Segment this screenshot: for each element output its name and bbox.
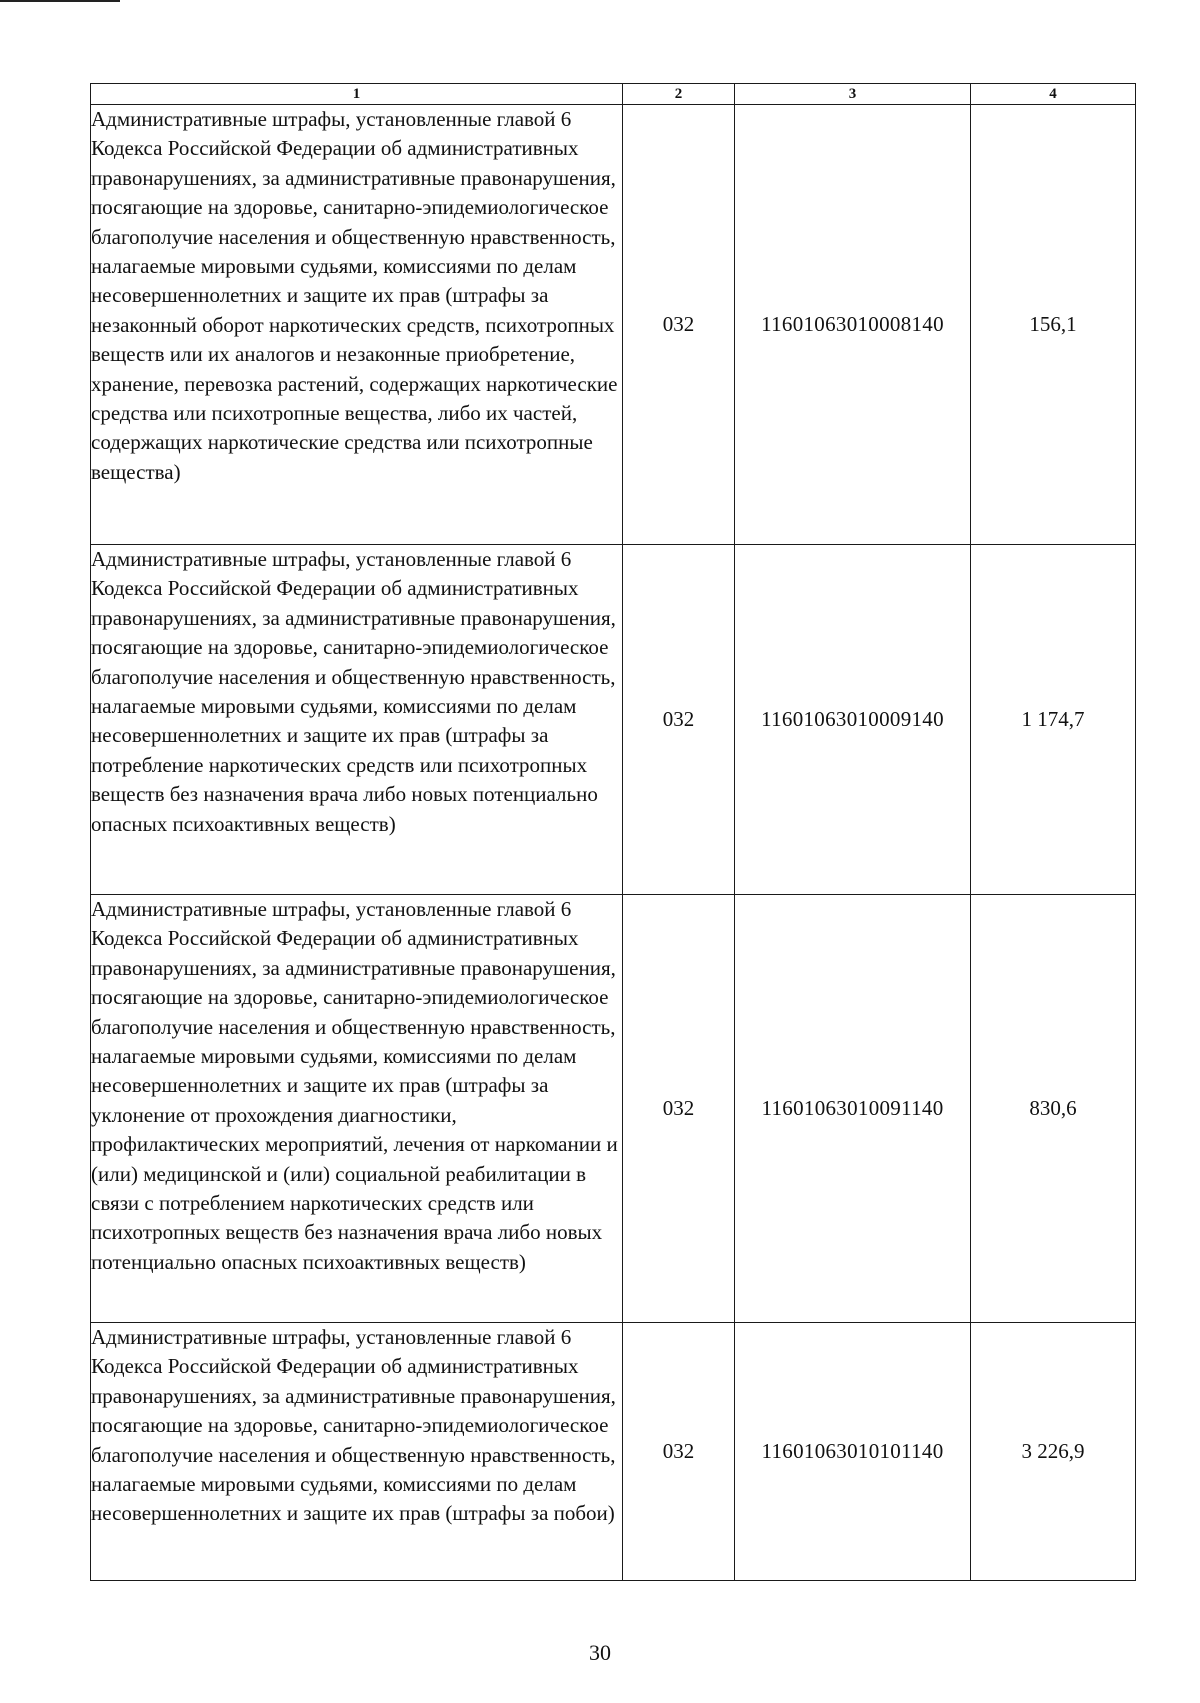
header-col-1: 1 (91, 84, 623, 105)
row-amount: 1 174,7 (971, 545, 1136, 895)
row-kbk-code: 11601063010009140 (735, 545, 971, 895)
row-description: Административные штрафы, установленные главой 6 Кодекса Российской Федерации об административных правонарушениях, за административные правонарушения, посягающие на здоровье, санитарно-эпидемиологическое благополучие населения и общественную нравственность, налагаемые мировыми судьями, комиссиями по делам несовершеннолетних и защите их прав (штрафы за незаконный оборот наркотических средств, психотропных веществ или их аналогов и незаконные приобретение, хранение, перевозка растений, содержащих наркотические средства или психотропные вещества, либо их частей, содержащих наркотические средства или психотропные вещества) (91, 105, 623, 545)
row-admin-code: 032 (623, 1323, 735, 1581)
row-description: Административные штрафы, установленные главой 6 Кодекса Российской Федерации об административных правонарушениях, за административные правонарушения, посягающие на здоровье, санитарно-эпидемиологическое благополучие населения и общественную нравственность, налагаемые мировыми судьями, комиссиями по делам несовершеннолетних и защите их прав (штрафы за уклонение от прохождения диагностики, профилактических мероприятий, лечения от наркомании и (или) медицинской и (или) социальной реабилитации в связи с потреблением наркотических средств или психотропных веществ без назначения врача либо новых потенциально опасных психоактивных веществ) (91, 895, 623, 1323)
row-amount: 3 226,9 (971, 1323, 1136, 1581)
header-col-4: 4 (971, 84, 1136, 105)
row-admin-code: 032 (623, 105, 735, 545)
header-col-3: 3 (735, 84, 971, 105)
row-description: Административные штрафы, установленные главой 6 Кодекса Российской Федерации об административных правонарушениях, за административные правонарушения, посягающие на здоровье, санитарно-эпидемиологическое благополучие населения и общественную нравственность, налагаемые мировыми судьями, комиссиями по делам несовершеннолетних и защите их прав (штрафы за побои) (91, 1323, 623, 1581)
row-kbk-code: 11601063010008140 (735, 105, 971, 545)
row-amount: 156,1 (971, 105, 1136, 545)
row-admin-code: 032 (623, 545, 735, 895)
header-row (91, 84, 1136, 105)
table-row (91, 545, 1136, 895)
row-admin-code: 032 (623, 895, 735, 1323)
revenue-table (90, 83, 1136, 1581)
header-col-2: 2 (623, 84, 735, 105)
row-kbk-code: 11601063010091140 (735, 895, 971, 1323)
row-amount: 830,6 (971, 895, 1136, 1323)
page-number: 30 (589, 1640, 611, 1665)
table-row (91, 105, 1136, 545)
row-kbk-code: 11601063010101140 (735, 1323, 971, 1581)
table-row (91, 895, 1136, 1323)
row-description: Административные штрафы, установленные главой 6 Кодекса Российской Федерации об административных правонарушениях, за административные правонарушения, посягающие на здоровье, санитарно-эпидемиологическое благополучие населения и общественную нравственность, налагаемые мировыми судьями, комиссиями по делам несовершеннолетних и защите их прав (штрафы за потребление наркотических средств или психотропных веществ без назначения врача либо новых потенциально опасных психоактивных веществ) (91, 545, 623, 895)
top-rule (0, 0, 120, 2)
table-row (91, 1323, 1136, 1581)
